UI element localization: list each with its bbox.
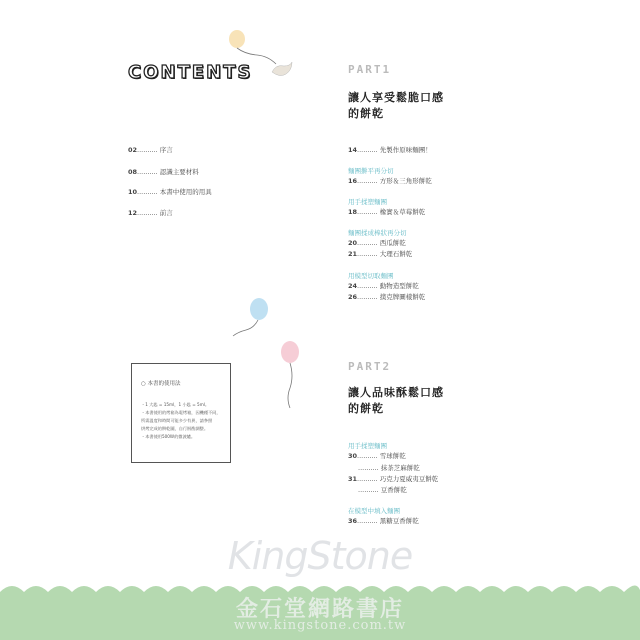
usage-notes-box (131, 363, 231, 463)
toc-entry[interactable]: 26.......... 撲克牌圖樣餅乾 (348, 293, 426, 301)
section-heading: 在模型中填入麵團 (348, 507, 400, 515)
yellow-balloon-icon (229, 30, 276, 64)
watermark-brand: KingStone (227, 534, 413, 578)
toc-entry[interactable]: 31.......... 巧克力夏威夷豆餅乾 (348, 475, 439, 483)
toc-entry[interactable]: 30.......... 雪球餅乾 (348, 452, 406, 460)
usage-lines (141, 401, 221, 441)
usage-line: ・本書使用500W的微波爐。 (141, 434, 196, 439)
watermark-url: www.kingstone.com.tw (233, 618, 407, 633)
watermark-chinese: 金石堂網路書店 (235, 596, 404, 622)
toc-entry[interactable]: 21.......... 大理石餅乾 (348, 250, 413, 258)
part2-title: 讓人品味酥鬆口感 的餅乾 (348, 386, 444, 415)
toc-entry[interactable]: 16.......... 方形＆三角形餅乾 (348, 177, 432, 185)
toc-entry[interactable]: .......... 抹茶芝麻餅乾 (358, 464, 420, 472)
usage-line: ・1 大匙 = 15ml，1 小匙 = 5ml。 (141, 402, 210, 407)
blue-balloon-icon (233, 298, 268, 336)
usage-title: ○ 本書的使用法 (141, 381, 181, 387)
section-heading: 麵團揉成棒狀再分切 (348, 229, 407, 237)
toc-entry[interactable]: 12.......... 前言 (128, 209, 173, 217)
bird-icon (272, 62, 292, 76)
pink-balloon-icon (281, 341, 299, 408)
part1-title: 讓人享受鬆脆口感 的餅乾 (348, 91, 444, 120)
toc-entry[interactable]: 08.......... 認識主要材料 (128, 168, 199, 176)
toc-entry[interactable]: 02.......... 序言 (128, 146, 173, 154)
section-heading: 麵團擀平再分切 (348, 167, 394, 175)
toc-entry[interactable]: 10.......... 本書中使用的用具 (128, 188, 212, 196)
contents-heading: CONTENTS (128, 62, 253, 83)
toc-entry[interactable]: 20.......... 西瓜餅乾 (348, 239, 406, 247)
toc-entry[interactable]: 18.......... 橡實＆草莓餅乾 (348, 208, 426, 216)
section-heading: 用模型切取麵團 (348, 272, 394, 280)
toc-entry[interactable]: .......... 豆香餅乾 (358, 486, 407, 494)
section-heading: 用手揉塑麵團 (348, 198, 387, 206)
usage-line: 烘烤完成的餅乾圖，自行斟酌調整。 (141, 426, 209, 431)
toc-entry[interactable]: 14.......... 先製作原味麵團！ (348, 146, 432, 154)
part2-label: PART2 (348, 360, 392, 373)
usage-line: 所需溫度和時間可能多少有異，請參照 (141, 418, 213, 423)
section-heading: 用手揉塑麵團 (348, 442, 387, 450)
usage-line: ・本書使用的烤箱為電烤箱，因機種不同， (141, 410, 221, 415)
part1-label: PART1 (348, 63, 392, 76)
toc-entry[interactable]: 36.......... 黑糖豆香餅乾 (348, 517, 419, 525)
toc-entry[interactable]: 24.......... 動物造型餅乾 (348, 282, 419, 290)
